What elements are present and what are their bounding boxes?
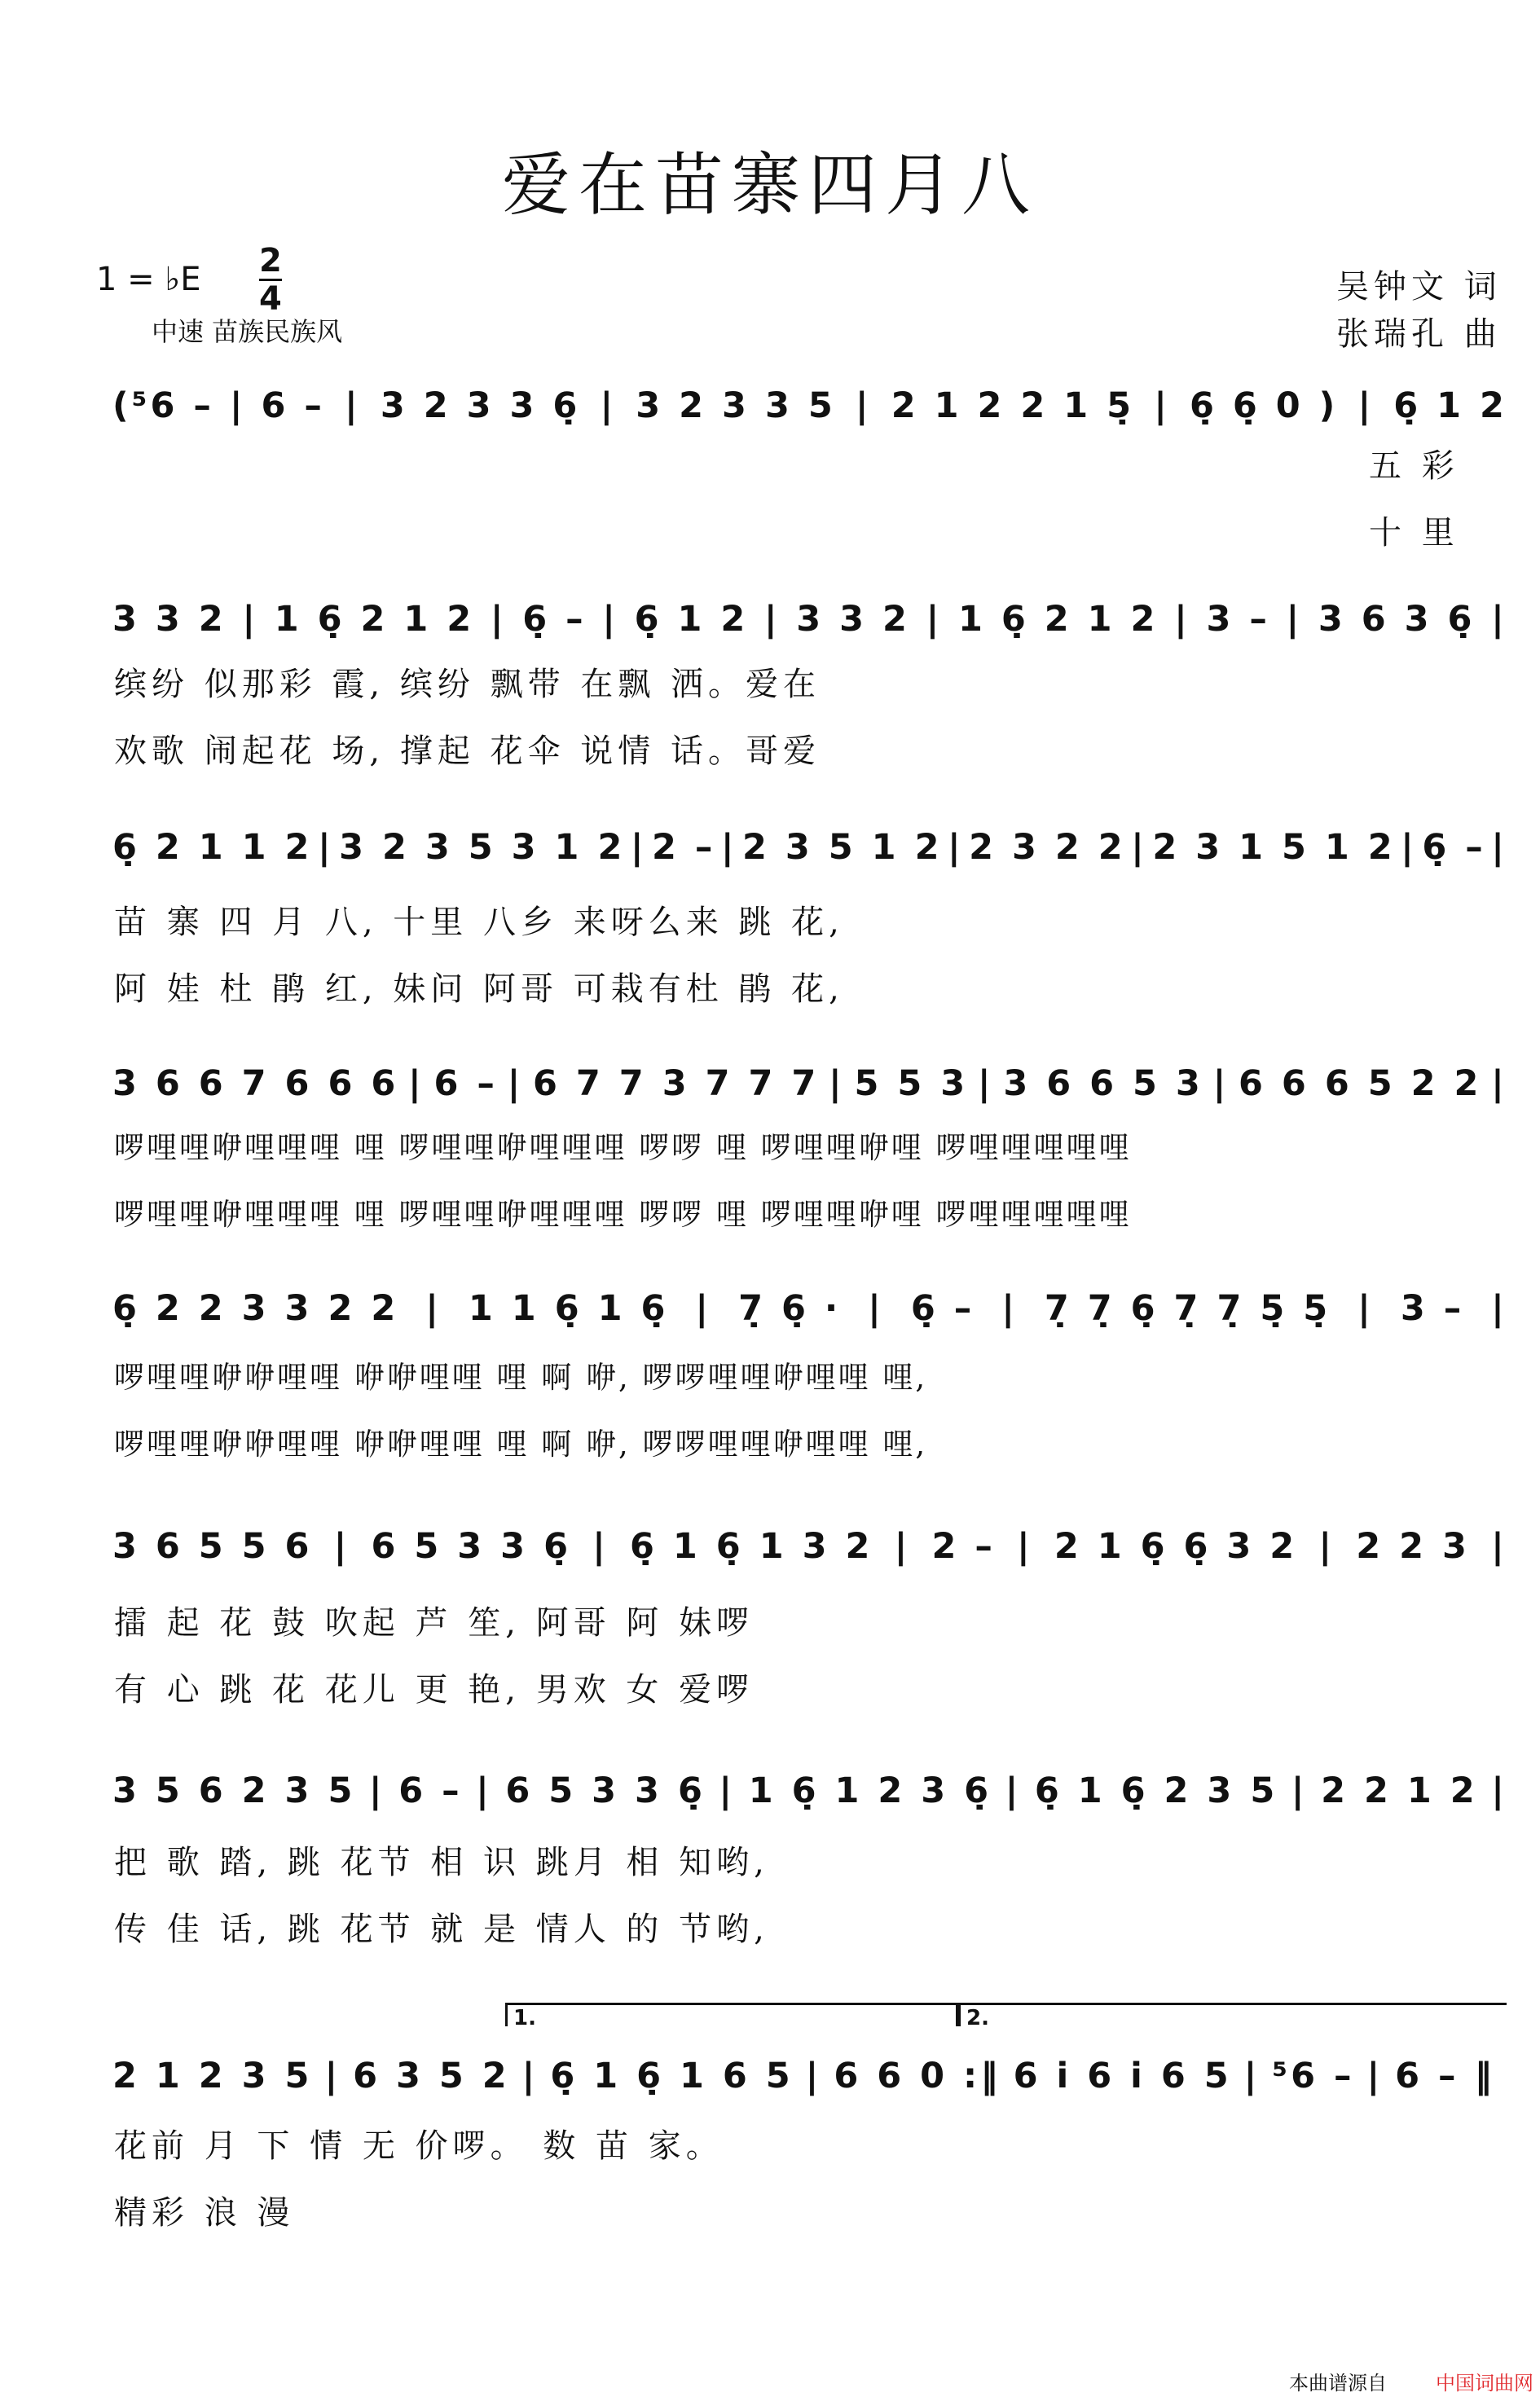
- time-signature: [259, 243, 282, 317]
- barline: |: [1401, 827, 1417, 868]
- barline: |: [425, 1288, 442, 1329]
- barline: |: [1131, 827, 1147, 868]
- measure: 1 1 6̣ 1 6̣: [468, 1288, 669, 1329]
- composer-credit: 张瑞孔 曲: [1336, 315, 1502, 353]
- barline: |: [868, 1288, 884, 1329]
- lyric-verse-2: 十 里: [1369, 514, 1459, 552]
- measure: 6̣ 2 2 3 3 2 2: [112, 1288, 399, 1329]
- barline: |: [345, 385, 361, 426]
- barline: |: [630, 827, 647, 868]
- barline: |: [507, 1063, 524, 1104]
- measure: 6 6 0 :‖: [834, 2056, 1001, 2096]
- key-signature: 1 = ♭E: [96, 261, 201, 298]
- barline: |: [1318, 1526, 1335, 1567]
- measure: 6 5 3 3 6̣: [505, 1770, 706, 1811]
- barline: |: [408, 1063, 425, 1104]
- barline: |: [1357, 385, 1375, 426]
- barline: |: [1491, 599, 1507, 640]
- measure: 6 3 5 2: [353, 2056, 510, 2096]
- lyric-verse-2: 传 佳 话, 跳 花节 就 是 情人 的 节哟,: [114, 1911, 769, 1948]
- barline: |: [1491, 1063, 1507, 1104]
- lyric-verse-2: 阿 娃 杜 鹃 红, 妹问 阿哥 可栽有杜 鹃 花,: [114, 970, 844, 1008]
- barline: |: [719, 1770, 736, 1811]
- measure: 6 6 6 5 2 2: [1239, 1063, 1482, 1104]
- barline: |: [720, 827, 737, 868]
- barline: |: [1016, 1526, 1033, 1567]
- watermark-site[interactable]: 中国词曲网: [1436, 2372, 1533, 2395]
- barline: |: [1174, 599, 1190, 640]
- volta-2-bracket: [958, 2003, 1507, 2026]
- barline: |: [1491, 1526, 1507, 1567]
- measure: 2 2 3: [1356, 1526, 1470, 1567]
- barline: |: [805, 2056, 822, 2096]
- measure: 2 –: [931, 1526, 996, 1567]
- lyricist-credit: 吴钟文 词: [1336, 268, 1502, 306]
- repeat-end-barline: 6 i 6 i 6 5: [1013, 2056, 1232, 2096]
- notation-system-8: [112, 2035, 1507, 2117]
- notation-system-3: [112, 807, 1507, 888]
- measure: 6 –: [398, 1770, 463, 1811]
- barline: |: [1357, 1288, 1374, 1329]
- barline: |: [476, 1770, 492, 1811]
- barline: |: [602, 599, 618, 640]
- barline: |: [855, 385, 872, 426]
- barline: |: [1491, 827, 1507, 868]
- measure: 7̣ 7̣ 6̣ 7̣ 7̣ 5̣ 5̣: [1044, 1288, 1331, 1329]
- measure: 2 3 5 1 2: [742, 827, 943, 868]
- barline: |: [926, 599, 943, 640]
- barline: |: [1212, 1063, 1230, 1104]
- time-numerator: 2: [259, 242, 282, 279]
- barline: |: [592, 1526, 609, 1567]
- measure: 6̣ –: [1422, 827, 1486, 868]
- measure: 6̣ 2 1 1 2: [112, 827, 313, 868]
- measure: (⁵6 – | 6 –: [112, 385, 325, 426]
- measure: 6̣ 1 6̣ 2 3 5: [1034, 1770, 1278, 1811]
- measure: 3 5 6 2 3 5: [112, 1770, 356, 1811]
- measure: 1 6̣ 2 1 2: [274, 599, 475, 640]
- notation-system-7: [112, 1750, 1507, 1832]
- volta-1-bracket: [505, 2003, 958, 2026]
- lyric-verse-1: 把 歌 踏, 跳 花节 相 识 跳月 相 知哟,: [114, 1844, 769, 1881]
- measure: 3 6 3 6̣: [1318, 599, 1476, 640]
- measure: 6̣ –: [522, 599, 587, 640]
- barline: |: [1286, 599, 1303, 640]
- measure: 3 6 5 5 6: [112, 1526, 313, 1567]
- measure: 2 1 2 3 5: [112, 2056, 313, 2096]
- measure: 2 1 2 2 1 5̣: [891, 385, 1135, 426]
- lyric-verse-2: 啰哩哩咿咿哩哩 咿咿哩哩 哩 啊 咿, 啰啰哩哩咿哩哩 哩,: [114, 1427, 928, 1462]
- lyric-verse-1: 啰哩哩咿哩哩哩 哩 啰哩哩咿哩哩哩 啰啰 哩 啰哩哩咿哩 啰哩哩哩哩哩: [114, 1130, 1132, 1165]
- barline: |: [490, 599, 507, 640]
- measure: 6̣ 1 2: [1393, 385, 1507, 426]
- time-denominator: 4: [259, 280, 282, 318]
- measure: 6̣ 6̣ 0 ): [1190, 385, 1339, 426]
- barline: |: [333, 1526, 350, 1567]
- measure: 5 5 3: [854, 1063, 969, 1104]
- lyric-verse-1: 花前 月 下 情 无 价啰。 数 苗 家。: [114, 2127, 724, 2165]
- measure: |: [1243, 2056, 1261, 2096]
- notation-system-4: [112, 1043, 1507, 1124]
- song-title: 爱在苗寨四月八: [501, 145, 1038, 225]
- measure: 3 6 6 7 6 6 6: [112, 1063, 399, 1104]
- measure: 2 3 2 2: [969, 827, 1126, 868]
- measure: 6̣ 1 2: [634, 599, 749, 640]
- measure: 6 5 3 3 6̣: [371, 1526, 571, 1567]
- measure: 2 –: [652, 827, 716, 868]
- notation-system-6: [112, 1506, 1507, 1587]
- measure: 2 1 6̣ 6̣ 3 2: [1054, 1526, 1298, 1567]
- measure: 6̣ 1 6̣ 1 6 5: [550, 2056, 794, 2096]
- barline: |: [242, 599, 259, 640]
- volta-1-label: 1.: [513, 2006, 536, 2030]
- barline: |: [1491, 1288, 1507, 1329]
- barline: |: [1291, 1770, 1308, 1811]
- measure: 2 2 1 2: [1321, 1770, 1478, 1811]
- measure: 1 6̣ 2 1 2: [957, 599, 1159, 640]
- lyric-verse-2: 欢歌 闹起花 场, 撑起 花伞 说情 话。哥爱: [114, 732, 821, 770]
- lyric-verse-2: 精彩 浪 漫: [114, 2194, 295, 2232]
- barline: |: [947, 827, 964, 868]
- barline: ⁵6 –: [1272, 2056, 1355, 2096]
- measure: 6̣ 1 6̣ 1 3 2: [630, 1526, 873, 1567]
- lyric-verse-1: 啰哩哩咿咿哩哩 咿咿哩哩 哩 啊 咿, 啰啰哩哩咿哩哩 哩,: [114, 1360, 928, 1395]
- measure: 6̣ –: [910, 1288, 975, 1329]
- notation-system-2: [112, 578, 1507, 660]
- barline: |: [763, 599, 781, 640]
- measure: 3 2 3 3 5: [636, 385, 836, 426]
- measure: 1 6̣ 1 2 3 6̣: [748, 1770, 992, 1811]
- barline: |: [1005, 1770, 1022, 1811]
- watermark-source: 本曲谱源自: [1289, 2372, 1387, 2395]
- barline: |: [894, 1526, 911, 1567]
- measure: 3 2 3 3 6̣: [380, 385, 581, 426]
- barline: 6 – ‖: [1395, 2056, 1496, 2096]
- measure: 2 3 1 5 1 2: [1152, 827, 1396, 868]
- lyric-verse-1: 擂 起 花 鼓 吹起 芦 笙, 阿哥 阿 妹啰: [114, 1604, 755, 1642]
- lyric-verse-1: 缤纷 似那彩 霞, 缤纷 飘带 在飘 洒。爱在: [114, 666, 821, 703]
- volta-2-label: 2.: [966, 2006, 989, 2030]
- lyric-verse-1: 五 彩: [1369, 447, 1459, 485]
- lyric-verse-2: 有 心 跳 花 花儿 更 艳, 男欢 女 爱啰: [114, 1671, 755, 1709]
- barline: |: [1001, 1288, 1018, 1329]
- measure: 6 7 7 3 7 7 7: [533, 1063, 820, 1104]
- measure: 3 –: [1206, 599, 1270, 640]
- measure: 3 3 2: [112, 599, 227, 640]
- barline: |: [1154, 385, 1170, 426]
- measure: |: [1366, 2056, 1384, 2096]
- measure: 6 –: [433, 1063, 498, 1104]
- measure: 3 3 2: [796, 599, 910, 640]
- notation-system-1: [112, 365, 1507, 446]
- barline: |: [977, 1063, 994, 1104]
- measure: 3 –: [1400, 1288, 1465, 1329]
- barline: |: [695, 1288, 712, 1329]
- barline: |: [521, 2056, 539, 2096]
- lyric-verse-2: 啰哩哩咿哩哩哩 哩 啰哩哩咿哩哩哩 啰啰 哩 啰哩哩咿哩 啰哩哩哩哩哩: [114, 1197, 1132, 1232]
- barline: |: [368, 1770, 385, 1811]
- measure: 7̣ 6̣ ·: [738, 1288, 842, 1329]
- barline: |: [829, 1063, 845, 1104]
- notation-system-5: [112, 1268, 1507, 1349]
- barline: |: [324, 2056, 341, 2096]
- barline: |: [600, 385, 617, 426]
- barline: |: [1491, 1770, 1507, 1811]
- lyric-verse-1: 苗 寨 四 月 八, 十里 八乡 来呀么来 跳 花,: [114, 904, 844, 941]
- tempo-marking: 中速 苗族民族风: [152, 316, 343, 347]
- measure: 3 2 3 5 3 1 2: [339, 827, 626, 868]
- measure: 3 6 6 5 3: [1003, 1063, 1203, 1104]
- barline: |: [317, 827, 334, 868]
